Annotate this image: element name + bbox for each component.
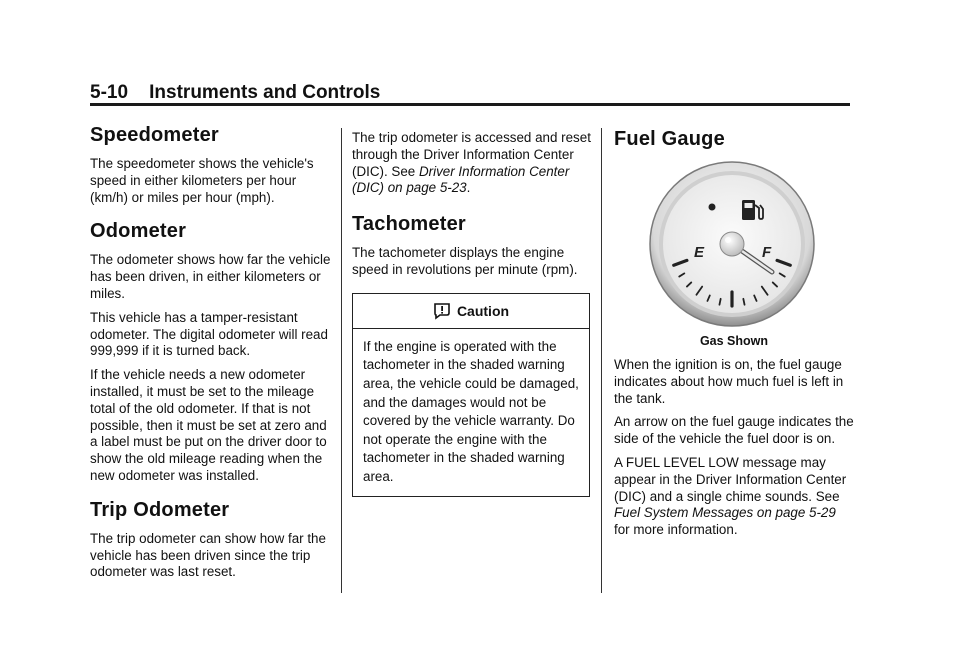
trip-odometer-text-2: The trip odometer is accessed and reset through the Driver Information Center (DIC). See Driver Information Center (DIC) on page 5-23. xyxy=(352,130,591,196)
caution-box xyxy=(352,293,590,497)
heading-tachometer: Tachometer xyxy=(352,213,466,236)
gauge-empty-label: E xyxy=(694,244,705,261)
heading-fuel-gauge: Fuel Gauge xyxy=(614,128,725,150)
section-tachometer xyxy=(352,213,592,279)
odometer-text-2: This vehicle has a tamper-resistant odometer. The digital odometer will read 999,999 if it is turned back. xyxy=(90,309,328,359)
odometer-text-1: The odometer shows how far the vehicle has been driven, in either kilometers or miles. xyxy=(90,252,331,301)
gauge-full-label: F xyxy=(762,244,772,261)
heading-trip-odometer: Trip Odometer xyxy=(90,498,230,521)
heading-speedometer: Speedometer xyxy=(90,124,219,146)
fuel-door-arrow-indicator xyxy=(709,204,716,211)
fuel-text-2: An arrow on the fuel gauge indicates the side of the vehicle the fuel door is on. xyxy=(614,414,854,447)
trip-odometer-text-1: The trip odometer can show how far the vehicle has been driven since the trip odometer was last reset. xyxy=(90,530,326,580)
speedometer-text: The speedometer shows the vehicle's speed in either kilometers per hour (km/h) or miles per hour (mph). xyxy=(90,156,314,205)
page-header xyxy=(90,82,850,110)
fuel-text-3: A FUEL LEVEL LOW message may appear in the Driver Information Center (DIC) and a single chime sounds. See Fuel System Messages on page 5-29 for more information. xyxy=(614,454,847,538)
caution-label: Caution xyxy=(456,302,510,319)
column-divider xyxy=(601,128,602,593)
figure-caption: Gas Shown xyxy=(699,334,769,348)
fuel-gauge-figure xyxy=(614,160,854,330)
caution-text: If the engine is operated with the tachometer in the shaded warning area, the vehicle could be damaged, and the damages would not be covered by the vehicle warranty. Do not operate the engine with the tachometer in the shaded warning area. xyxy=(363,338,579,484)
column-divider xyxy=(341,128,342,593)
link-fuel-messages-reference[interactable]: Fuel System Messages on page 5-29 xyxy=(614,505,836,521)
page-title: 5-10 Instruments and Controls xyxy=(90,82,381,103)
column-middle xyxy=(352,130,592,497)
tachometer-text: The tachometer displays the engine speed in revolutions per minute (rpm). xyxy=(352,245,578,277)
section-trip-odometer xyxy=(90,499,335,581)
gauge-tick xyxy=(743,299,744,305)
gauge-tick xyxy=(719,299,720,305)
heading-odometer: Odometer xyxy=(90,220,187,243)
caution-body xyxy=(353,329,589,496)
link-dic-reference[interactable]: Driver Information Center (DIC) on page 5-23 xyxy=(352,163,570,196)
header-rule xyxy=(90,103,850,106)
caution-icon xyxy=(433,302,451,320)
gauge-hub xyxy=(720,232,744,256)
fuel-text-1: When the ignition is on, the fuel gauge indicates about how much fuel is left in the tank. xyxy=(614,357,844,406)
odometer-text-3: If the vehicle needs a new odometer installed, it must be set to the mileage total of the old odometer. If that is not possible, then it must be set at zero and a label must be put on the driver door to show the old mileage reading when the new odometer was installed. xyxy=(90,367,327,483)
section-speedometer xyxy=(90,124,335,206)
caution-header xyxy=(353,294,589,329)
fuel-gauge-illustration xyxy=(614,160,854,330)
column-left xyxy=(90,124,335,595)
section-odometer xyxy=(90,220,335,484)
column-right xyxy=(614,128,854,546)
